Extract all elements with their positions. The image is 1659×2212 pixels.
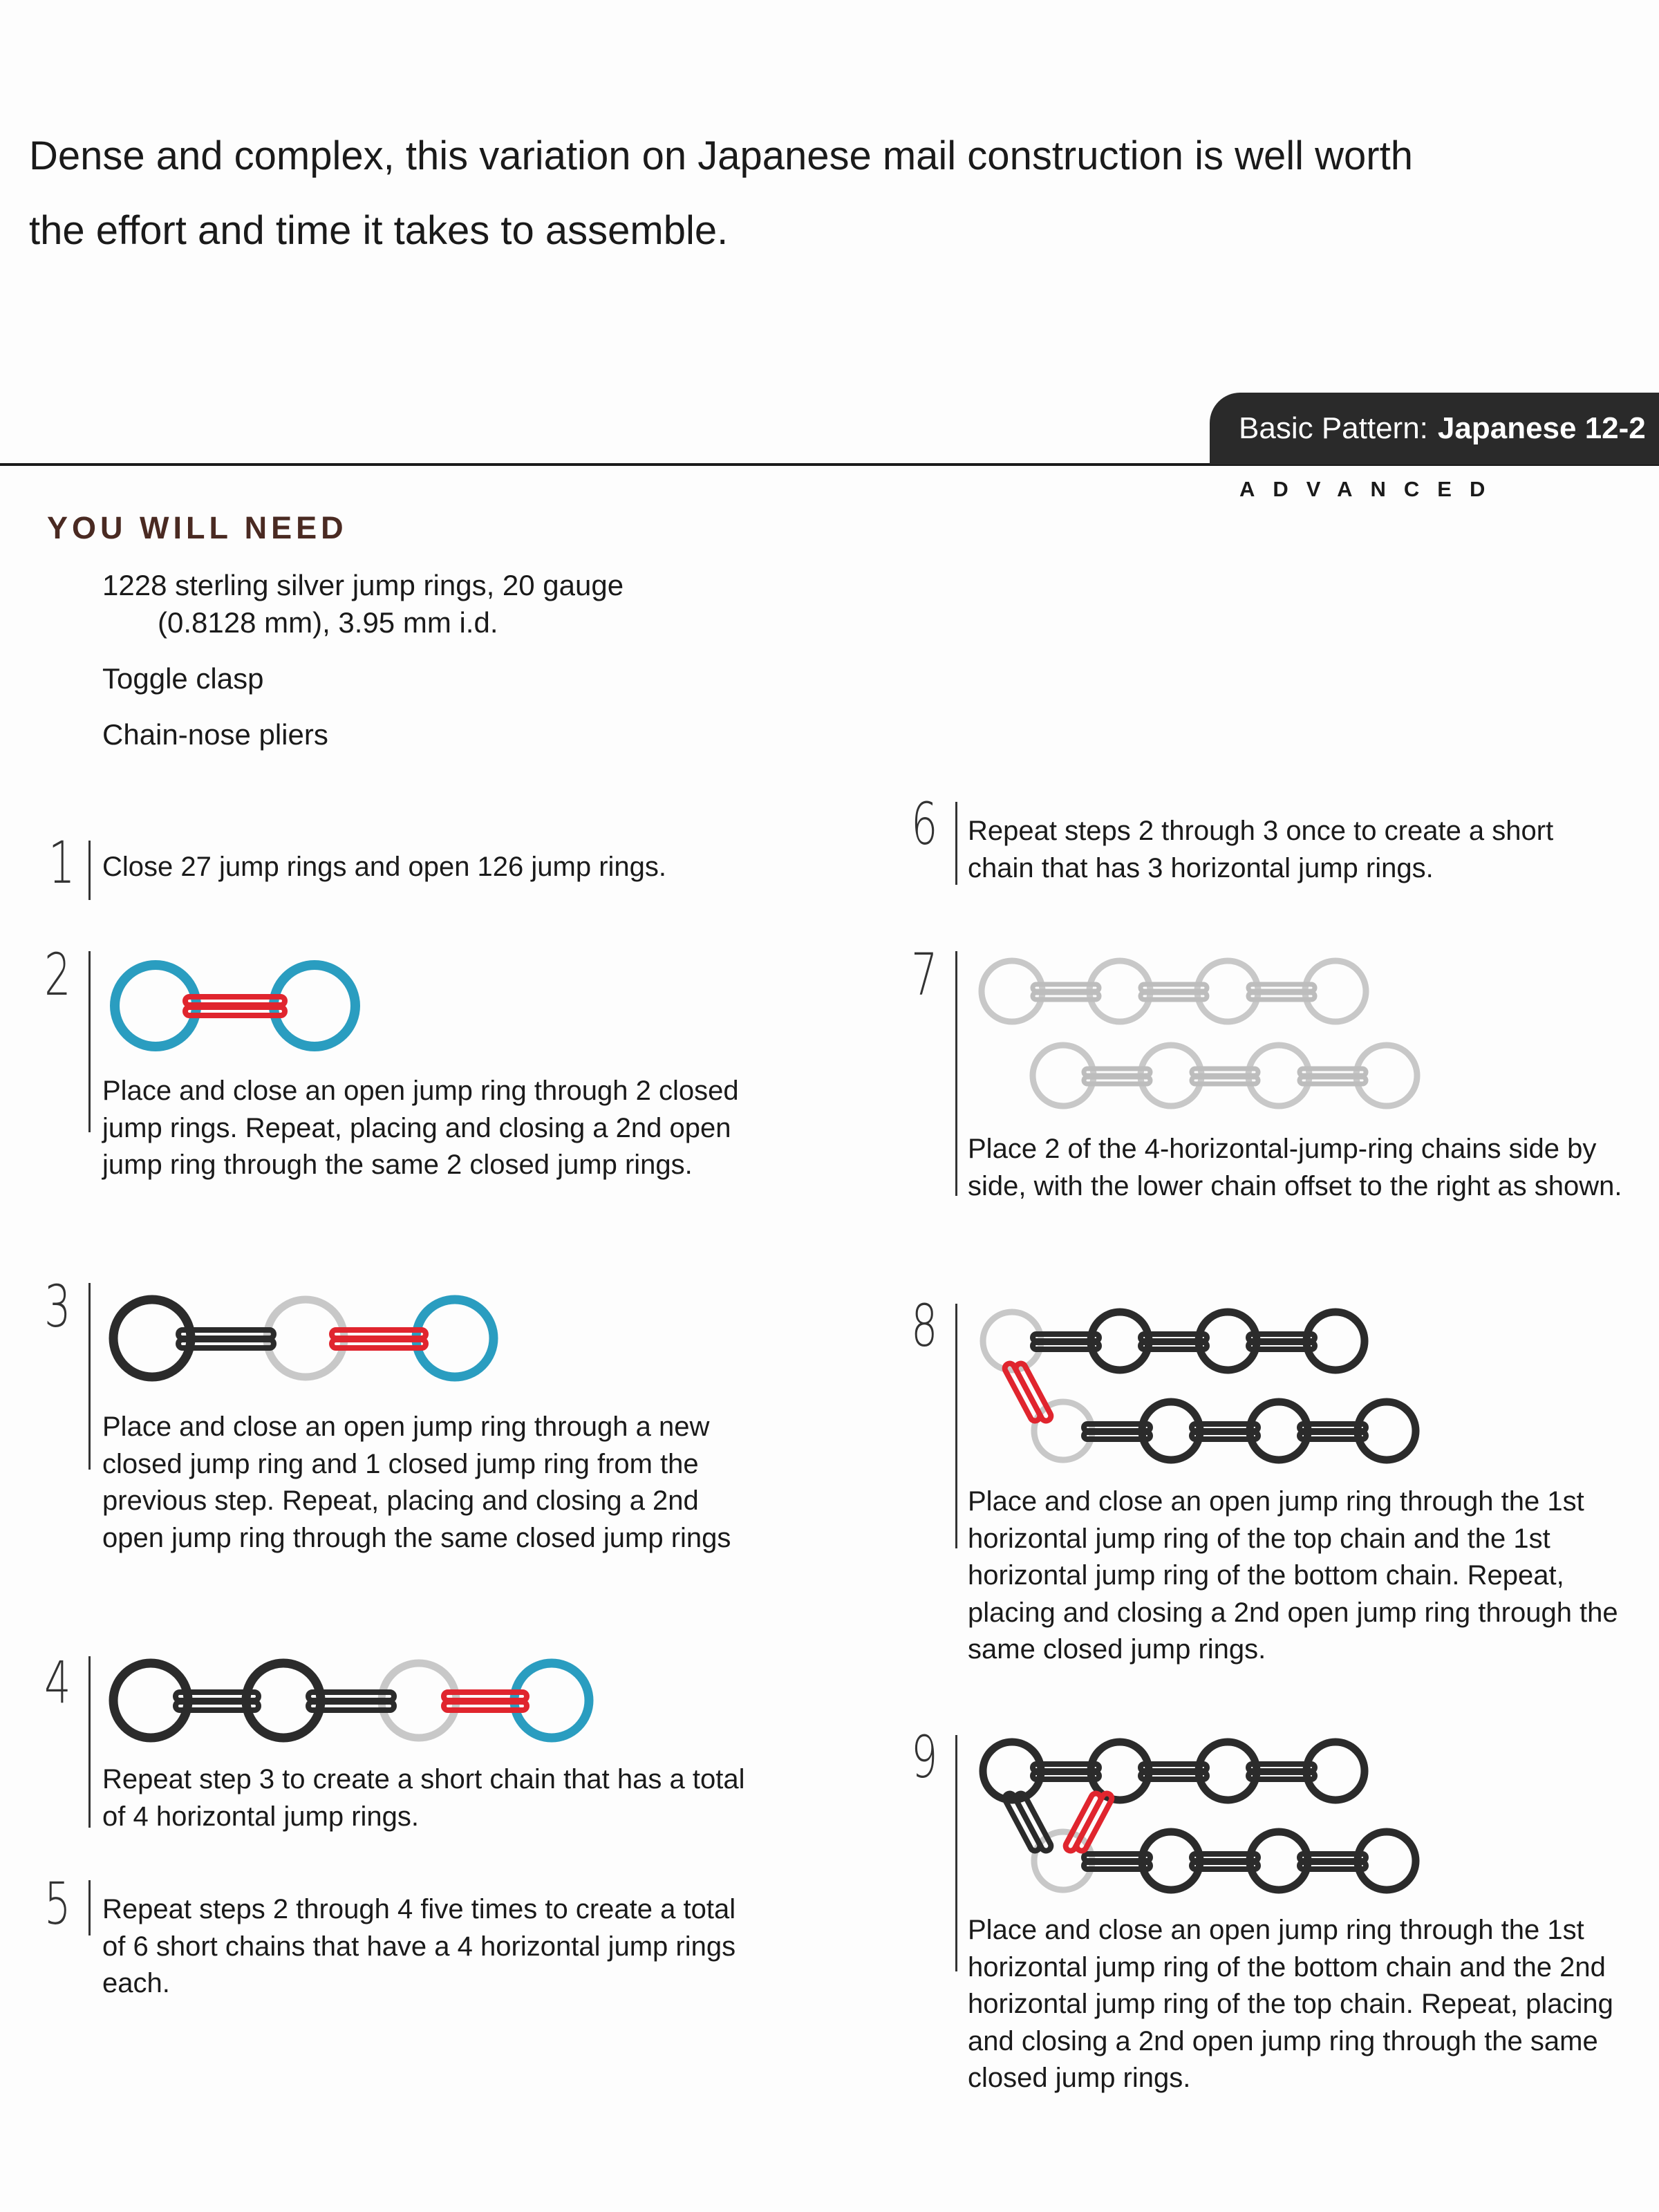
silver-horizontal-ring: [1033, 984, 1099, 1000]
red-horizontal-ring: [444, 1692, 527, 1710]
pattern-tab: [1210, 393, 1659, 465]
black-horizontal-ring: [1300, 1424, 1366, 1439]
intro-paragraph: Dense and complex, this variation on Japanese mail construction is well worth the effort and time it takes to assemble.: [29, 133, 1413, 253]
black-horizontal-ring: [1192, 1854, 1258, 1869]
silver-horizontal-ring: [1300, 1069, 1366, 1084]
need-item-rings-line1: 1228 sterling silver jump rings, 20 gauge: [102, 569, 624, 601]
step-6-bar: [955, 802, 957, 885]
black-horizontal-ring: [1141, 1334, 1207, 1349]
black-horizontal-ring: [308, 1692, 394, 1710]
step-8-bar: [955, 1304, 957, 1548]
black-horizontal-ring: [1084, 1424, 1150, 1439]
black-horizontal-ring: [1248, 1334, 1315, 1349]
step-9-bar: [955, 1735, 957, 1971]
step-8-illustration: [975, 1302, 1424, 1475]
step-4-illustration: [104, 1652, 601, 1749]
step-9-number: 9: [911, 1723, 938, 1791]
step-2-text: Place and close an open jump ring through 2 closed jump rings. Repeat, placing and closing a 2nd open jump ring through the same 2 closed jump rings.: [102, 1076, 739, 1180]
step-9-text: Place and close an open jump ring through the 1st horizontal jump ring of the bottom chain and the 2nd horizontal jump ring of the top chain. Repeat, placing and closing a 2nd open jump ring through the same closed jump rings.: [968, 1915, 1613, 2093]
black-horizontal-ring: [1248, 1764, 1315, 1779]
pattern-tab-prefix: Basic Pattern:: [1239, 411, 1428, 445]
step-3-bar: [88, 1283, 91, 1470]
step-7-illustration: [975, 951, 1424, 1117]
need-item-clasp: Toggle clasp: [102, 662, 264, 695]
step-1-text: Close 27 jump rings and open 126 jump rings.: [102, 852, 667, 882]
step-7-text: Place 2 of the 4-horizontal-jump-ring chains side by side, with the lower chain offset to the right as shown.: [968, 1134, 1622, 1201]
step-4-text: Repeat step 3 to create a short chain that has a total of 4 horizontal jump rings.: [102, 1764, 745, 1832]
difficulty-level: ADVANCED: [1239, 477, 1503, 501]
step-8-number: 8: [911, 1292, 938, 1360]
black-horizontal-ring: [1084, 1854, 1150, 1869]
black-horizontal-ring: [176, 1692, 259, 1710]
step-5-number: 5: [44, 1870, 71, 1938]
step-6-number: 6: [911, 790, 938, 858]
step-1-bar: [88, 841, 91, 900]
step-5-bar: [88, 1880, 91, 1936]
black-horizontal-ring: [1033, 1334, 1099, 1349]
step-4-bar: [88, 1656, 91, 1828]
need-item-rings-line2: (0.8128 mm), 3.95 mm i.d.: [158, 606, 498, 639]
step-3-number: 3: [44, 1273, 71, 1340]
step-2-illustration: [104, 954, 380, 1058]
black-horizontal-ring: [1141, 1764, 1207, 1779]
pattern-tab-name: Japanese 12-2: [1437, 411, 1646, 445]
silver-horizontal-ring: [1084, 1069, 1150, 1084]
need-item-pliers: Chain-nose pliers: [102, 718, 328, 751]
you-will-need-title: YOU WILL NEED: [47, 510, 348, 545]
blue-ring: [416, 1300, 494, 1377]
silver-horizontal-ring: [1141, 984, 1207, 1000]
step-2-number: 2: [44, 941, 71, 1009]
step-6-text: Repeat steps 2 through 3 once to create a short chain that has 3 horizontal jump rings.: [968, 816, 1554, 883]
need-item-rings: [102, 567, 624, 641]
black-horizontal-ring: [1192, 1424, 1258, 1439]
red-horizontal-ring: [332, 1330, 426, 1348]
step-2-bar: [88, 951, 91, 1132]
step-7-number: 7: [911, 941, 938, 1009]
step-1-number: 1: [48, 829, 75, 897]
blue-ring: [274, 965, 355, 1047]
step-3-text: Place and close an open jump ring through a new closed jump ring and 1 closed jump ring from the previous step. Repeat, placing and closing a 2nd open jump ring through the same closed jump rings: [102, 1412, 731, 1553]
red-connecting-ring: [1064, 1792, 1114, 1853]
blue-ring: [115, 965, 196, 1047]
step-7-bar: [955, 951, 957, 1196]
silver-horizontal-ring: [1192, 1069, 1258, 1084]
step-4-number: 4: [44, 1649, 71, 1716]
step-5-text: Repeat steps 2 through 4 five times to create a total of 6 short chains that have a 4 horizontal jump rings each.: [102, 1894, 736, 1998]
black-horizontal-ring: [178, 1330, 274, 1348]
black-horizontal-ring: [1033, 1764, 1099, 1779]
step-8-text: Place and close an open jump ring through the 1st horizontal jump ring of the top chain and the 1st horizontal jump ring of the bottom chain. Repeat, placing and closing a 2nd open jump ring through the same closed jump rings.: [968, 1486, 1618, 1665]
step-9-illustration: [975, 1732, 1424, 1905]
step-3-illustration: [104, 1290, 505, 1387]
black-horizontal-ring: [1300, 1854, 1366, 1869]
silver-horizontal-ring: [1248, 984, 1315, 1000]
